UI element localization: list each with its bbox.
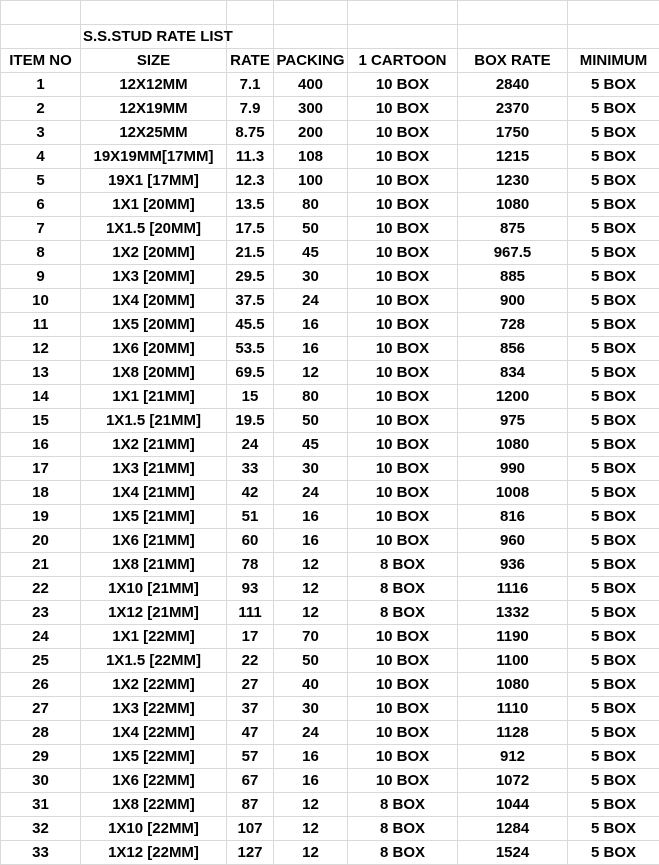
rate-cell[interactable]: 67 [227, 769, 274, 793]
minimum-cell[interactable]: 5 BOX [568, 505, 659, 529]
cell[interactable] [458, 1, 568, 25]
size-cell[interactable]: 1X8 [22MM] [81, 793, 227, 817]
rate-cell[interactable]: 19.5 [227, 409, 274, 433]
cartoon-cell[interactable]: 10 BOX [348, 505, 458, 529]
table-row [1, 433, 659, 457]
cartoon-cell[interactable]: 10 BOX [348, 673, 458, 697]
packing-cell[interactable]: 50 [274, 217, 348, 241]
cartoon-cell[interactable]: 10 BOX [348, 385, 458, 409]
size-cell[interactable]: 1X3 [20MM] [81, 265, 227, 289]
minimum-cell[interactable]: 5 BOX [568, 265, 659, 289]
table-row [1, 697, 659, 721]
cartoon-cell[interactable]: 10 BOX [348, 313, 458, 337]
table-row [1, 745, 659, 769]
item-no-cell[interactable]: 18 [1, 481, 81, 505]
item-no-cell[interactable]: 17 [1, 457, 81, 481]
cartoon-cell[interactable]: 10 BOX [348, 217, 458, 241]
size-cell[interactable]: 1X1 [21MM] [81, 385, 227, 409]
table-row [1, 409, 659, 433]
box-rate-cell[interactable]: 816 [458, 505, 568, 529]
packing-cell[interactable]: 40 [274, 673, 348, 697]
item-no-cell[interactable]: 28 [1, 721, 81, 745]
cartoon-cell[interactable]: 10 BOX [348, 649, 458, 673]
rate-cell[interactable]: 78 [227, 553, 274, 577]
cartoon-cell[interactable]: 10 BOX [348, 721, 458, 745]
cell[interactable] [458, 25, 568, 49]
packing-cell[interactable]: 12 [274, 817, 348, 841]
size-cell[interactable]: 1X2 [21MM] [81, 433, 227, 457]
box-rate-cell[interactable]: 1116 [458, 577, 568, 601]
item-no-cell[interactable]: 27 [1, 697, 81, 721]
packing-cell[interactable]: 12 [274, 793, 348, 817]
box-rate-cell[interactable]: 1080 [458, 193, 568, 217]
item-no-cell[interactable]: 24 [1, 625, 81, 649]
rate-cell[interactable]: 47 [227, 721, 274, 745]
box-rate-cell[interactable]: 1080 [458, 433, 568, 457]
cartoon-cell[interactable]: 10 BOX [348, 265, 458, 289]
cell[interactable] [227, 25, 274, 49]
box-rate-cell[interactable]: 1128 [458, 721, 568, 745]
size-cell[interactable]: 1X5 [22MM] [81, 745, 227, 769]
rate-cell[interactable]: 37.5 [227, 289, 274, 313]
table-row [1, 313, 659, 337]
box-rate-cell[interactable]: 1044 [458, 793, 568, 817]
table-row [1, 841, 659, 865]
rate-cell[interactable]: 12.3 [227, 169, 274, 193]
table-row [1, 121, 659, 145]
item-no-cell[interactable]: 33 [1, 841, 81, 865]
size-cell[interactable]: 1X1.5 [20MM] [81, 217, 227, 241]
box-rate-cell[interactable]: 1332 [458, 601, 568, 625]
cartoon-cell[interactable]: 8 BOX [348, 601, 458, 625]
minimum-cell[interactable]: 5 BOX [568, 457, 659, 481]
size-cell[interactable]: 1X8 [20MM] [81, 361, 227, 385]
cell[interactable] [81, 1, 227, 25]
size-cell[interactable]: 1X5 [20MM] [81, 313, 227, 337]
item-no-cell[interactable]: 20 [1, 529, 81, 553]
item-no-cell[interactable]: 7 [1, 217, 81, 241]
header-rate[interactable]: RATE [227, 49, 274, 73]
minimum-cell[interactable]: 5 BOX [568, 481, 659, 505]
item-no-cell[interactable]: 4 [1, 145, 81, 169]
packing-cell[interactable]: 50 [274, 649, 348, 673]
size-cell[interactable]: 1X4 [20MM] [81, 289, 227, 313]
rate-cell[interactable]: 127 [227, 841, 274, 865]
table-row [1, 241, 659, 265]
item-no-cell[interactable]: 9 [1, 265, 81, 289]
minimum-cell[interactable]: 5 BOX [568, 97, 659, 121]
rate-cell[interactable]: 17.5 [227, 217, 274, 241]
cartoon-cell[interactable]: 10 BOX [348, 745, 458, 769]
packing-cell[interactable]: 100 [274, 169, 348, 193]
rate-cell[interactable]: 7.9 [227, 97, 274, 121]
box-rate-cell[interactable]: 960 [458, 529, 568, 553]
size-cell[interactable]: 1X6 [22MM] [81, 769, 227, 793]
size-cell[interactable]: 1X3 [22MM] [81, 697, 227, 721]
item-no-cell[interactable]: 1 [1, 73, 81, 97]
minimum-cell[interactable]: 5 BOX [568, 361, 659, 385]
cell[interactable] [1, 1, 81, 25]
size-cell[interactable]: 1X1.5 [21MM] [81, 409, 227, 433]
table-row [1, 529, 659, 553]
packing-cell[interactable]: 80 [274, 385, 348, 409]
table-row [1, 217, 659, 241]
box-rate-cell[interactable]: 1284 [458, 817, 568, 841]
size-cell[interactable]: 1X6 [21MM] [81, 529, 227, 553]
cartoon-cell[interactable]: 10 BOX [348, 337, 458, 361]
size-cell[interactable]: 1X6 [20MM] [81, 337, 227, 361]
cartoon-cell[interactable]: 10 BOX [348, 697, 458, 721]
cartoon-cell[interactable]: 10 BOX [348, 481, 458, 505]
rate-cell[interactable]: 87 [227, 793, 274, 817]
size-cell[interactable]: 12X25MM [81, 121, 227, 145]
box-rate-cell[interactable]: 1524 [458, 841, 568, 865]
minimum-cell[interactable]: 5 BOX [568, 841, 659, 865]
rate-cell[interactable]: 24 [227, 433, 274, 457]
box-rate-cell[interactable]: 900 [458, 289, 568, 313]
packing-cell[interactable]: 30 [274, 457, 348, 481]
table-row [1, 625, 659, 649]
item-no-cell[interactable]: 2 [1, 97, 81, 121]
rate-cell[interactable]: 51 [227, 505, 274, 529]
packing-cell[interactable]: 400 [274, 73, 348, 97]
item-no-cell[interactable]: 26 [1, 673, 81, 697]
rate-cell[interactable]: 13.5 [227, 193, 274, 217]
packing-cell[interactable]: 80 [274, 193, 348, 217]
table-row [1, 457, 659, 481]
table-row [1, 169, 659, 193]
size-cell[interactable]: 19X19MM[17MM] [81, 145, 227, 169]
box-rate-cell[interactable]: 1215 [458, 145, 568, 169]
minimum-cell[interactable]: 5 BOX [568, 697, 659, 721]
packing-cell[interactable]: 16 [274, 313, 348, 337]
packing-cell[interactable]: 50 [274, 409, 348, 433]
size-cell[interactable]: 1X4 [21MM] [81, 481, 227, 505]
rate-cell[interactable]: 53.5 [227, 337, 274, 361]
packing-cell[interactable]: 12 [274, 361, 348, 385]
minimum-cell[interactable]: 5 BOX [568, 337, 659, 361]
size-cell[interactable]: 1X1 [22MM] [81, 625, 227, 649]
cartoon-cell[interactable]: 10 BOX [348, 145, 458, 169]
size-cell[interactable]: 12X12MM [81, 73, 227, 97]
minimum-cell[interactable]: 5 BOX [568, 601, 659, 625]
rate-cell[interactable]: 27 [227, 673, 274, 697]
header-item-no[interactable]: ITEM NO [1, 49, 81, 73]
size-cell[interactable]: 1X2 [22MM] [81, 673, 227, 697]
rate-cell[interactable]: 111 [227, 601, 274, 625]
cartoon-cell[interactable]: 10 BOX [348, 529, 458, 553]
packing-cell[interactable]: 16 [274, 505, 348, 529]
table-row [1, 769, 659, 793]
table-row [1, 601, 659, 625]
minimum-cell[interactable]: 5 BOX [568, 385, 659, 409]
packing-cell[interactable]: 12 [274, 553, 348, 577]
cell[interactable] [568, 1, 659, 25]
rate-cell[interactable]: 57 [227, 745, 274, 769]
minimum-cell[interactable]: 5 BOX [568, 817, 659, 841]
minimum-cell[interactable]: 5 BOX [568, 625, 659, 649]
header-size[interactable]: SIZE [81, 49, 227, 73]
box-rate-cell[interactable]: 1008 [458, 481, 568, 505]
packing-cell[interactable]: 16 [274, 745, 348, 769]
table-row [1, 505, 659, 529]
cell[interactable] [227, 1, 274, 25]
packing-cell[interactable]: 30 [274, 697, 348, 721]
rate-cell[interactable]: 17 [227, 625, 274, 649]
table-row [1, 649, 659, 673]
box-rate-cell[interactable]: 885 [458, 265, 568, 289]
box-rate-cell[interactable]: 2840 [458, 73, 568, 97]
packing-cell[interactable]: 12 [274, 841, 348, 865]
cartoon-cell[interactable]: 10 BOX [348, 361, 458, 385]
packing-cell[interactable]: 30 [274, 265, 348, 289]
item-no-cell[interactable]: 11 [1, 313, 81, 337]
rate-cell[interactable]: 107 [227, 817, 274, 841]
packing-cell[interactable]: 45 [274, 433, 348, 457]
table-row [1, 793, 659, 817]
cell[interactable] [1, 25, 81, 49]
header-row [1, 49, 659, 73]
box-rate-cell[interactable]: 990 [458, 457, 568, 481]
cell[interactable] [274, 1, 348, 25]
cartoon-cell[interactable]: 10 BOX [348, 433, 458, 457]
item-no-cell[interactable]: 30 [1, 769, 81, 793]
table-row [1, 145, 659, 169]
cartoon-cell[interactable]: 10 BOX [348, 73, 458, 97]
sheet-title[interactable]: S.S.STUD RATE LIST [81, 25, 227, 49]
rate-cell[interactable]: 69.5 [227, 361, 274, 385]
minimum-cell[interactable]: 5 BOX [568, 409, 659, 433]
item-no-cell[interactable]: 21 [1, 553, 81, 577]
minimum-cell[interactable]: 5 BOX [568, 529, 659, 553]
minimum-cell[interactable]: 5 BOX [568, 193, 659, 217]
packing-cell[interactable]: 12 [274, 601, 348, 625]
item-no-cell[interactable]: 29 [1, 745, 81, 769]
box-rate-cell[interactable]: 1110 [458, 697, 568, 721]
table-row [1, 385, 659, 409]
box-rate-cell[interactable]: 1190 [458, 625, 568, 649]
size-cell[interactable]: 1X1 [20MM] [81, 193, 227, 217]
cartoon-cell[interactable]: 10 BOX [348, 769, 458, 793]
box-rate-cell[interactable]: 1230 [458, 169, 568, 193]
minimum-cell[interactable]: 5 BOX [568, 433, 659, 457]
item-no-cell[interactable]: 8 [1, 241, 81, 265]
minimum-cell[interactable]: 5 BOX [568, 577, 659, 601]
item-no-cell[interactable]: 25 [1, 649, 81, 673]
box-rate-cell[interactable]: 936 [458, 553, 568, 577]
minimum-cell[interactable]: 5 BOX [568, 289, 659, 313]
box-rate-cell[interactable]: 875 [458, 217, 568, 241]
minimum-cell[interactable]: 5 BOX [568, 73, 659, 97]
packing-cell[interactable]: 16 [274, 769, 348, 793]
minimum-cell[interactable]: 5 BOX [568, 313, 659, 337]
rate-cell[interactable]: 42 [227, 481, 274, 505]
rate-cell[interactable]: 21.5 [227, 241, 274, 265]
title-row [1, 25, 659, 49]
minimum-cell[interactable]: 5 BOX [568, 649, 659, 673]
item-no-cell[interactable]: 16 [1, 433, 81, 457]
item-no-cell[interactable]: 6 [1, 193, 81, 217]
item-no-cell[interactable]: 13 [1, 361, 81, 385]
item-no-cell[interactable]: 3 [1, 121, 81, 145]
minimum-cell[interactable]: 5 BOX [568, 121, 659, 145]
header-box-rate[interactable]: BOX RATE [458, 49, 568, 73]
cell[interactable] [274, 25, 348, 49]
cartoon-cell[interactable]: 8 BOX [348, 793, 458, 817]
table-row [1, 337, 659, 361]
minimum-cell[interactable]: 5 BOX [568, 241, 659, 265]
item-no-cell[interactable]: 5 [1, 169, 81, 193]
cell[interactable] [348, 25, 458, 49]
packing-cell[interactable]: 45 [274, 241, 348, 265]
box-rate-cell[interactable]: 912 [458, 745, 568, 769]
rate-cell[interactable]: 45.5 [227, 313, 274, 337]
empty-row [1, 1, 659, 25]
table-row [1, 265, 659, 289]
table-row [1, 361, 659, 385]
packing-cell[interactable]: 24 [274, 721, 348, 745]
size-cell[interactable]: 1X4 [22MM] [81, 721, 227, 745]
box-rate-cell[interactable]: 1100 [458, 649, 568, 673]
minimum-cell[interactable]: 5 BOX [568, 745, 659, 769]
table-row [1, 289, 659, 313]
cartoon-cell[interactable]: 10 BOX [348, 457, 458, 481]
table-row [1, 673, 659, 697]
table-row [1, 97, 659, 121]
rate-cell[interactable]: 8.75 [227, 121, 274, 145]
table-row [1, 73, 659, 97]
minimum-cell[interactable]: 5 BOX [568, 793, 659, 817]
packing-cell[interactable]: 16 [274, 529, 348, 553]
item-no-cell[interactable]: 15 [1, 409, 81, 433]
packing-cell[interactable]: 24 [274, 481, 348, 505]
cell[interactable] [348, 1, 458, 25]
cell[interactable] [568, 25, 659, 49]
minimum-cell[interactable]: 5 BOX [568, 769, 659, 793]
packing-cell[interactable]: 300 [274, 97, 348, 121]
rate-cell[interactable]: 22 [227, 649, 274, 673]
cartoon-cell[interactable]: 8 BOX [348, 817, 458, 841]
cartoon-cell[interactable]: 8 BOX [348, 553, 458, 577]
size-cell[interactable]: 1X10 [22MM] [81, 817, 227, 841]
table-row [1, 817, 659, 841]
rate-cell[interactable]: 33 [227, 457, 274, 481]
cartoon-cell[interactable]: 8 BOX [348, 841, 458, 865]
cartoon-cell[interactable]: 10 BOX [348, 97, 458, 121]
size-cell[interactable]: 12X19MM [81, 97, 227, 121]
cartoon-cell[interactable]: 10 BOX [348, 193, 458, 217]
packing-cell[interactable]: 108 [274, 145, 348, 169]
rate-cell[interactable]: 7.1 [227, 73, 274, 97]
table-row [1, 553, 659, 577]
box-rate-cell[interactable]: 856 [458, 337, 568, 361]
size-cell[interactable]: 1X12 [22MM] [81, 841, 227, 865]
item-no-cell[interactable]: 22 [1, 577, 81, 601]
size-cell[interactable]: 1X10 [21MM] [81, 577, 227, 601]
header-packing[interactable]: PACKING [274, 49, 348, 73]
size-cell[interactable]: 1X3 [21MM] [81, 457, 227, 481]
minimum-cell[interactable]: 5 BOX [568, 217, 659, 241]
box-rate-cell[interactable]: 1072 [458, 769, 568, 793]
packing-cell[interactable]: 16 [274, 337, 348, 361]
box-rate-cell[interactable]: 728 [458, 313, 568, 337]
cartoon-cell[interactable]: 10 BOX [348, 409, 458, 433]
cartoon-cell[interactable]: 10 BOX [348, 241, 458, 265]
table-row [1, 193, 659, 217]
packing-cell[interactable]: 24 [274, 289, 348, 313]
item-no-cell[interactable]: 23 [1, 601, 81, 625]
rate-cell[interactable]: 60 [227, 529, 274, 553]
minimum-cell[interactable]: 5 BOX [568, 169, 659, 193]
box-rate-cell[interactable]: 1080 [458, 673, 568, 697]
item-no-cell[interactable]: 32 [1, 817, 81, 841]
cartoon-cell[interactable]: 8 BOX [348, 577, 458, 601]
box-rate-cell[interactable]: 2370 [458, 97, 568, 121]
packing-cell[interactable]: 200 [274, 121, 348, 145]
table-row [1, 481, 659, 505]
packing-cell[interactable]: 70 [274, 625, 348, 649]
header-cartoon[interactable]: 1 CARTOON [348, 49, 458, 73]
box-rate-cell[interactable]: 834 [458, 361, 568, 385]
cartoon-cell[interactable]: 10 BOX [348, 169, 458, 193]
cartoon-cell[interactable]: 10 BOX [348, 625, 458, 649]
header-minimum[interactable]: MINIMUM [568, 49, 659, 73]
item-no-cell[interactable]: 14 [1, 385, 81, 409]
item-no-cell[interactable]: 12 [1, 337, 81, 361]
rate-cell[interactable]: 29.5 [227, 265, 274, 289]
size-cell[interactable]: 19X1 [17MM] [81, 169, 227, 193]
box-rate-cell[interactable]: 967.5 [458, 241, 568, 265]
size-cell[interactable]: 1X1.5 [22MM] [81, 649, 227, 673]
minimum-cell[interactable]: 5 BOX [568, 721, 659, 745]
packing-cell[interactable]: 12 [274, 577, 348, 601]
cartoon-cell[interactable]: 10 BOX [348, 289, 458, 313]
rate-cell[interactable]: 37 [227, 697, 274, 721]
size-cell[interactable]: 1X8 [21MM] [81, 553, 227, 577]
box-rate-cell[interactable]: 1200 [458, 385, 568, 409]
size-cell[interactable]: 1X12 [21MM] [81, 601, 227, 625]
size-cell[interactable]: 1X5 [21MM] [81, 505, 227, 529]
cartoon-cell[interactable]: 10 BOX [348, 121, 458, 145]
item-no-cell[interactable]: 31 [1, 793, 81, 817]
item-no-cell[interactable]: 19 [1, 505, 81, 529]
item-no-cell[interactable]: 10 [1, 289, 81, 313]
minimum-cell[interactable]: 5 BOX [568, 145, 659, 169]
rate-cell[interactable]: 11.3 [227, 145, 274, 169]
size-cell[interactable]: 1X2 [20MM] [81, 241, 227, 265]
minimum-cell[interactable]: 5 BOX [568, 673, 659, 697]
table-row [1, 577, 659, 601]
table-row [1, 721, 659, 745]
rate-cell[interactable]: 15 [227, 385, 274, 409]
rate-cell[interactable]: 93 [227, 577, 274, 601]
box-rate-cell[interactable]: 975 [458, 409, 568, 433]
minimum-cell[interactable]: 5 BOX [568, 553, 659, 577]
box-rate-cell[interactable]: 1750 [458, 121, 568, 145]
